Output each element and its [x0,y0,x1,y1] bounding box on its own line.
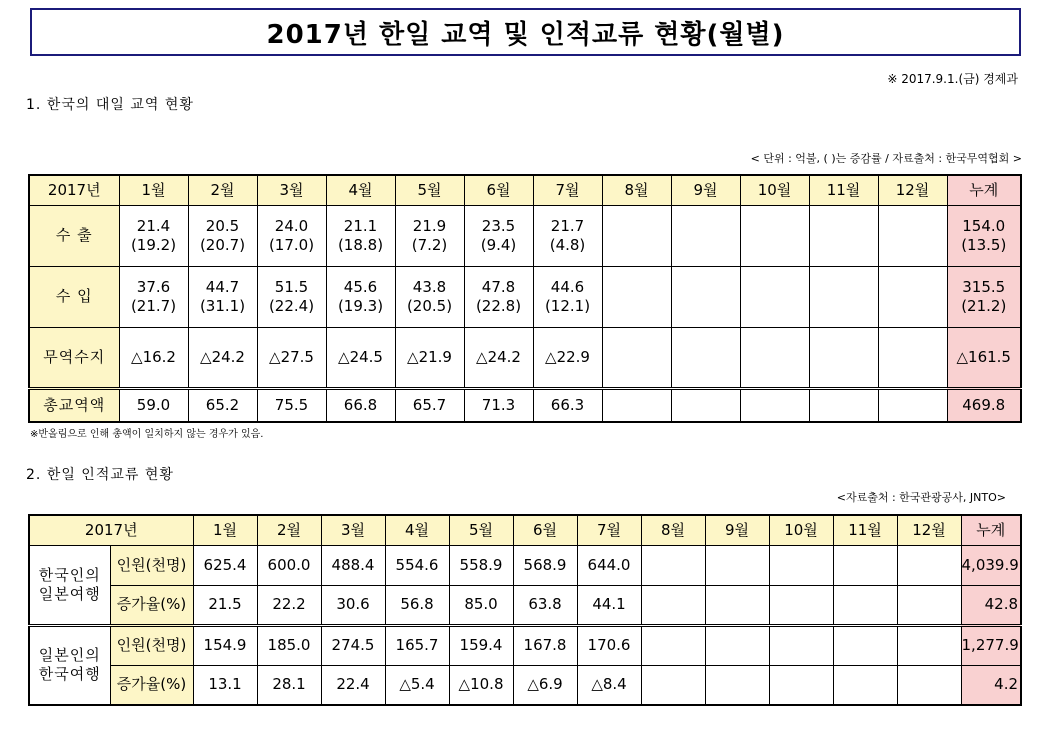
trade-cell [809,205,878,266]
exchange-cell: 274.5 [321,625,385,665]
trade-cell-line: (19.2) [130,235,177,254]
trade-total-line: 154.0 [962,216,1006,235]
exchange-cell [641,545,705,585]
exchange-cell: △6.9 [513,665,577,705]
trade-cell-line: 59.0 [136,395,171,414]
exchange-sub-label: 증가율(%) [110,585,193,625]
trade-header-cell: 2월 [188,175,257,205]
trade-header-cell: 4월 [326,175,395,205]
exchange-cell: 170.6 [577,625,641,665]
trade-cell [602,388,671,422]
exchange-cell: 28.1 [257,665,321,705]
trade-cell [188,388,257,422]
trade-cell [464,205,533,266]
section2-title: 2. 한일 인적교류 현황 [26,467,174,483]
exchange-table [28,514,1022,706]
trade-cell-line: △24.2 [200,347,245,366]
trade-header-cell: 누계 [947,175,1021,205]
trade-cell-line: (4.8) [549,235,586,254]
trade-cell [671,388,740,422]
exchange-cell [833,545,897,585]
exchange-total-cell: 4.2 [961,665,1021,705]
trade-cell [464,388,533,422]
exchange-cell: 554.6 [385,545,449,585]
trade-header-cell: 7월 [533,175,602,205]
section1-footnote: ※반올림으로 인해 총액이 일치하지 않는 경우가 있음. [30,429,264,440]
trade-total-cell [947,388,1021,422]
trade-cell-line: (7.2) [411,235,448,254]
exchange-cell [641,585,705,625]
trade-table [28,174,1022,423]
trade-total-line: (21.2) [961,296,1007,315]
trade-cell-line: 65.7 [412,395,447,414]
trade-cell-line: △22.9 [545,347,590,366]
exchange-cell: 600.0 [257,545,321,585]
trade-total-line: △161.5 [956,347,1011,366]
trade-cell-line: (20.5) [406,296,453,315]
exchange-cell: △8.4 [577,665,641,705]
trade-row-label: 수 출 [29,205,119,266]
trade-cell [671,266,740,327]
trade-header-cell: 11월 [809,175,878,205]
trade-row-label: 무역수지 [29,327,119,388]
trade-cell [878,388,947,422]
trade-total-cell [947,266,1021,327]
exchange-cell: △10.8 [449,665,513,705]
exchange-cell [705,545,769,585]
exchange-cell: 644.0 [577,545,641,585]
trade-cell [257,205,326,266]
exchange-sub-label: 인원(천명) [110,625,193,665]
exchange-cell [833,625,897,665]
trade-header-cell: 1월 [119,175,188,205]
trade-cell-line: (21.7) [130,296,177,315]
exchange-row [29,545,1021,585]
exchange-cell [897,585,961,625]
trade-cell [602,327,671,388]
trade-cell-line: 37.6 [136,277,171,296]
exchange-cell: 63.8 [513,585,577,625]
trade-cell [878,327,947,388]
trade-cell [533,327,602,388]
exchange-cell [769,665,833,705]
trade-header-cell: 12월 [878,175,947,205]
trade-total-cell [947,205,1021,266]
trade-cell [809,388,878,422]
trade-cell-line: 23.5 [481,216,516,235]
exchange-total-cell: 42.8 [961,585,1021,625]
trade-cell-line: △16.2 [131,347,176,366]
exchange-cell: 568.9 [513,545,577,585]
trade-cell-line: △21.9 [407,347,452,366]
trade-cell [326,388,395,422]
exchange-cell: 22.4 [321,665,385,705]
trade-header-cell: 8월 [602,175,671,205]
trade-cell [533,388,602,422]
trade-cell-line: (22.8) [475,296,522,315]
exchange-cell: 185.0 [257,625,321,665]
trade-row-label: 총교역액 [29,388,119,422]
trade-cell-line: 21.4 [136,216,171,235]
exchange-cell [769,585,833,625]
exchange-header-cell: 11월 [833,515,897,545]
exchange-cell: 488.4 [321,545,385,585]
exchange-total-cell: 4,039.9 [961,545,1021,585]
exchange-cell: 154.9 [193,625,257,665]
exchange-cell [833,665,897,705]
trade-cell [602,205,671,266]
trade-cell [188,205,257,266]
trade-cell [464,327,533,388]
exchange-header-cell: 10월 [769,515,833,545]
trade-cell-line: 21.7 [550,216,585,235]
trade-cell [257,266,326,327]
trade-cell-line: (19.3) [337,296,384,315]
trade-cell-line: 20.5 [205,216,240,235]
trade-row [29,327,1021,388]
exchange-cell: 85.0 [449,585,513,625]
trade-total-line: 469.8 [962,395,1006,414]
exchange-group-label [29,545,110,625]
exchange-cell: 558.9 [449,545,513,585]
exchange-sub-label: 증가율(%) [110,665,193,705]
trade-cell [671,327,740,388]
trade-cell-line: 45.6 [343,277,378,296]
trade-cell-line: 51.5 [274,277,309,296]
exchange-header-cell: 1월 [193,515,257,545]
exchange-cell [705,625,769,665]
trade-cell [188,266,257,327]
exchange-group-label-line: 한국여행 [38,665,101,684]
exchange-sub-label: 인원(천명) [110,545,193,585]
trade-cell-line: (18.8) [337,235,384,254]
trade-cell-line: (31.1) [199,296,246,315]
exchange-cell [897,545,961,585]
exchange-row [29,665,1021,705]
trade-cell [395,388,464,422]
trade-cell-line: 66.8 [343,395,378,414]
trade-cell [671,205,740,266]
section2-source-note: <자료출처 : 한국관광공사, JNTO> [836,491,1006,504]
trade-cell [740,266,809,327]
trade-cell-line: (17.0) [268,235,315,254]
trade-cell-line: 21.1 [343,216,378,235]
trade-cell-line: 24.0 [274,216,309,235]
exchange-cell [641,665,705,705]
exchange-cell: 13.1 [193,665,257,705]
trade-cell [395,266,464,327]
trade-header-cell: 3월 [257,175,326,205]
trade-cell-line: (9.4) [480,235,517,254]
exchange-cell: 167.8 [513,625,577,665]
exchange-cell [641,625,705,665]
exchange-header-cell: 누계 [961,515,1021,545]
exchange-cell [705,665,769,705]
trade-total-line: 315.5 [962,277,1006,296]
exchange-total-cell: 1,277.9 [961,625,1021,665]
exchange-cell [769,545,833,585]
trade-cell [119,388,188,422]
trade-cell-line: 47.8 [481,277,516,296]
trade-cell-line: 21.9 [412,216,447,235]
trade-cell-line: 43.8 [412,277,447,296]
exchange-cell [769,625,833,665]
exchange-cell [833,585,897,625]
trade-header-cell: 2017년 [29,175,119,205]
trade-cell [809,327,878,388]
exchange-group-label-line: 한국인의 [38,565,101,584]
exchange-cell [897,665,961,705]
page-title: 2017년 한일 교역 및 인적교류 현황(월별) [30,8,1021,56]
trade-row-label: 수 입 [29,266,119,327]
exchange-cell: 159.4 [449,625,513,665]
exchange-cell [705,585,769,625]
trade-row [29,205,1021,266]
trade-cell-line: 44.7 [205,277,240,296]
trade-header-cell: 5월 [395,175,464,205]
exchange-header-cell: 5월 [449,515,513,545]
exchange-header-row [29,515,1021,545]
exchange-cell: △5.4 [385,665,449,705]
exchange-cell: 56.8 [385,585,449,625]
exchange-group-label-line: 일본인의 [38,646,101,665]
trade-cell [464,266,533,327]
trade-cell [395,205,464,266]
trade-row [29,388,1021,422]
exchange-header-cell: 3월 [321,515,385,545]
exchange-cell: 30.6 [321,585,385,625]
trade-cell [326,327,395,388]
trade-cell-line: (12.1) [544,296,591,315]
trade-cell [326,205,395,266]
trade-cell [188,327,257,388]
trade-total-line: (13.5) [961,235,1007,254]
trade-cell [740,205,809,266]
trade-cell [878,266,947,327]
exchange-header-cell: 9월 [705,515,769,545]
trade-cell [326,266,395,327]
trade-cell-line: 75.5 [274,395,309,414]
trade-cell-line: (22.4) [268,296,315,315]
exchange-header-cell: 2월 [257,515,321,545]
dateline: ※ 2017.9.1.(금) 경제과 [887,72,1018,86]
trade-cell [533,205,602,266]
exchange-row [29,585,1021,625]
trade-header-cell: 6월 [464,175,533,205]
trade-header-row [29,175,1021,205]
exchange-cell: 21.5 [193,585,257,625]
exchange-cell: 44.1 [577,585,641,625]
trade-row [29,266,1021,327]
trade-cell [119,266,188,327]
trade-cell [257,388,326,422]
exchange-header-cell: 4월 [385,515,449,545]
trade-cell-line: 71.3 [481,395,516,414]
trade-cell [119,327,188,388]
exchange-header-cell: 2017년 [29,515,193,545]
trade-cell [533,266,602,327]
trade-cell [878,205,947,266]
exchange-cell: 22.2 [257,585,321,625]
exchange-cell: 165.7 [385,625,449,665]
trade-cell-line: △27.5 [269,347,314,366]
trade-cell [395,327,464,388]
exchange-group-label-line: 일본여행 [38,584,101,603]
exchange-header-cell: 12월 [897,515,961,545]
trade-header-cell: 10월 [740,175,809,205]
exchange-group-label [29,625,110,705]
trade-cell-line: △24.2 [476,347,521,366]
exchange-row [29,625,1021,665]
trade-cell [809,266,878,327]
trade-header-cell: 9월 [671,175,740,205]
exchange-header-cell: 6월 [513,515,577,545]
trade-cell-line: 65.2 [205,395,240,414]
section1-unit-note: < 단위 : 억불, ( )는 증감률 / 자료출처 : 한국무역협회 > [750,152,1022,165]
trade-cell [119,205,188,266]
exchange-header-cell: 8월 [641,515,705,545]
trade-cell-line: 66.3 [550,395,585,414]
exchange-cell: 625.4 [193,545,257,585]
trade-cell [602,266,671,327]
trade-cell [257,327,326,388]
section1-title: 1. 한국의 대일 교역 현황 [26,97,194,113]
trade-cell [740,388,809,422]
exchange-cell [897,625,961,665]
trade-total-cell [947,327,1021,388]
trade-cell-line: △24.5 [338,347,383,366]
trade-cell-line: 44.6 [550,277,585,296]
trade-cell [740,327,809,388]
exchange-header-cell: 7월 [577,515,641,545]
trade-cell-line: (20.7) [199,235,246,254]
